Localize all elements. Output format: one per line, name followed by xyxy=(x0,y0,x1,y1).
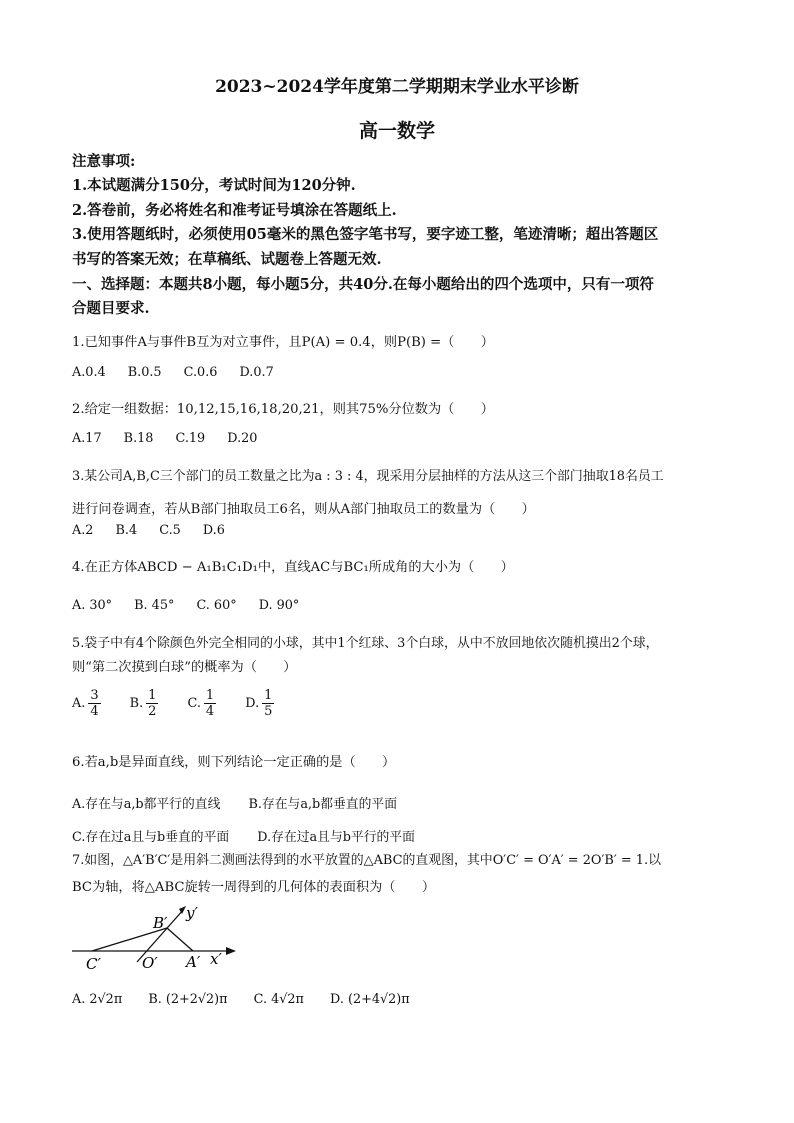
fraction xyxy=(262,688,274,719)
q6-option-a[interactable]: A.存在与a,b都平行的直线 xyxy=(72,797,221,812)
note-1: 1.本试题满分150分，考试时间为120分钟. xyxy=(72,177,356,194)
label-a: A′ xyxy=(186,953,201,971)
question-4-options xyxy=(72,598,299,613)
q5-option-a-label: A. xyxy=(72,696,86,711)
q5-option-d[interactable] xyxy=(245,688,277,719)
question-1-stem: 1.已知事件A与事件B互为对立事件，且P(A) = 0.4，则P(B) =（ ） xyxy=(72,335,494,350)
question-3-options xyxy=(72,523,225,538)
q6-option-c[interactable]: C.存在过a且与b垂直的平面 xyxy=(72,830,230,845)
q5-option-b-label: B. xyxy=(129,696,144,711)
numerator: 3 xyxy=(90,688,99,703)
q3-option-b[interactable]: B.4 xyxy=(115,523,138,538)
oblique-triangle-figure xyxy=(70,902,240,974)
q3-option-d[interactable]: D.6 xyxy=(202,523,225,538)
numerator: 1 xyxy=(205,688,215,703)
q7-option-c[interactable]: C. 4√2π xyxy=(253,992,304,1007)
q4-option-a[interactable]: A. 30° xyxy=(72,598,113,613)
question-1-options xyxy=(72,365,274,380)
q2-option-d[interactable]: D.20 xyxy=(227,431,258,446)
question-6-options-row2 xyxy=(72,826,415,845)
q7-option-a[interactable]: A. 2√2π xyxy=(72,992,123,1007)
q1-option-d[interactable]: D.0.7 xyxy=(239,365,274,380)
q5-option-d-label: D. xyxy=(245,696,260,711)
section-1-heading: 一、选择题：本题共8小题，每小题5分，共40分.在每小题给出的四个选项中，只有一项符 xyxy=(72,276,654,293)
q4-option-c[interactable]: C. 60° xyxy=(196,598,237,613)
denominator: 5 xyxy=(264,704,273,719)
section-1-heading-cont: 合题目要求. xyxy=(72,300,150,317)
q2-option-b[interactable]: B.18 xyxy=(123,431,154,446)
q3-option-a[interactable]: A.2 xyxy=(72,523,94,538)
question-3-stem-line1: 3.某公司A,B,C三个部门的员工数量之比为a : 3 : 4，现采用分层抽样的方法从这三个部门抽取18名员工 xyxy=(72,469,664,484)
question-7-stem-line1: 7.如图，△A′B′C′是用斜二测画法得到的水平放置的△ABC的直观图，其中O′C′ = O′A′ = 2O′B′ = 1.以 xyxy=(72,853,661,868)
q7-option-d[interactable]: D. (2+4√2)π xyxy=(330,992,410,1007)
label-o: O′ xyxy=(142,954,158,972)
question-2-stem: 2.给定一组数据：10,12,15,16,18,20,21，则其75%分位数为（ ） xyxy=(72,402,494,417)
q5-option-c-label: C. xyxy=(187,696,201,711)
label-y: y′ xyxy=(186,904,198,922)
question-6-stem: 6.若a,b是异面直线，则下列结论一定正确的是（ ） xyxy=(72,755,396,770)
label-x: x′ xyxy=(210,950,222,968)
q5-option-b[interactable] xyxy=(130,688,162,719)
question-5-stem-line2: 则“第二次摸到白球”的概率为（ ） xyxy=(72,660,297,675)
fraction xyxy=(204,688,216,719)
question-6-options-row1 xyxy=(72,793,397,812)
fraction xyxy=(146,688,158,719)
q1-option-b[interactable]: B.0.5 xyxy=(127,365,162,380)
q6-option-b[interactable]: B.存在与a,b都垂直的平面 xyxy=(248,797,397,812)
question-3-stem-line2: 进行问卷调查，若从B部门抽取员工6名，则从A部门抽取员工的数量为（ ） xyxy=(72,502,535,517)
denominator: 4 xyxy=(205,704,215,719)
q7-option-b[interactable]: B. (2+2√2)π xyxy=(148,992,228,1007)
denominator: 4 xyxy=(90,704,99,719)
q2-option-a[interactable]: A.17 xyxy=(72,431,102,446)
numerator: 1 xyxy=(148,688,157,703)
denominator: 2 xyxy=(148,704,157,719)
x-axis-arrow-icon xyxy=(226,947,236,955)
question-7-options xyxy=(72,992,410,1007)
notes-heading: 注意事项: xyxy=(72,153,136,170)
q4-option-b[interactable]: B. 45° xyxy=(134,598,175,613)
numerator: 1 xyxy=(264,688,273,703)
question-2-options xyxy=(72,431,257,446)
question-7-stem-line2: BC为轴，将△ABC旋转一周得到的几何体的表面积为（ ） xyxy=(72,880,436,895)
q6-option-d[interactable]: D.存在过a且与b平行的平面 xyxy=(257,830,415,845)
exam-title: 2023~2024学年度第二学期期末学业水平诊断 xyxy=(215,77,579,97)
q5-option-c[interactable] xyxy=(188,688,220,719)
q1-option-c[interactable]: C.0.6 xyxy=(183,365,218,380)
note-3-line2: 书写的答案无效；在草稿纸、试题卷上答题无效. xyxy=(72,251,382,268)
question-5-stem-line1: 5.袋子中有4个除颜色外完全相同的小球，其中1个红球、3个白球，从中不放回地依次随机摸出2个球， xyxy=(72,636,659,651)
q1-option-a[interactable]: A.0.4 xyxy=(72,365,106,380)
fraction xyxy=(88,688,100,719)
q4-option-d[interactable]: D. 90° xyxy=(258,598,300,613)
question-4-stem: 4.在正方体ABCD − A₁B₁C₁D₁中，直线AC与BC₁所成角的大小为（ ） xyxy=(72,560,514,575)
exam-subject: 高一数学 xyxy=(358,120,435,142)
q5-option-a[interactable] xyxy=(72,688,104,719)
label-c: C′ xyxy=(86,955,101,973)
q2-option-c[interactable]: C.19 xyxy=(175,431,206,446)
q3-option-c[interactable]: C.5 xyxy=(159,523,181,538)
label-b: B′ xyxy=(153,914,168,932)
side-b-a xyxy=(167,928,193,951)
note-3-line1: 3.使用答题纸时，必须使用05毫米的黑色签字笔书写，要字迹工整，笔迹清晰；超出答题区 xyxy=(72,226,659,243)
question-5-options xyxy=(72,688,277,719)
note-2: 2.答卷前，务必将姓名和准考证号填涂在答题纸上. xyxy=(72,202,397,219)
